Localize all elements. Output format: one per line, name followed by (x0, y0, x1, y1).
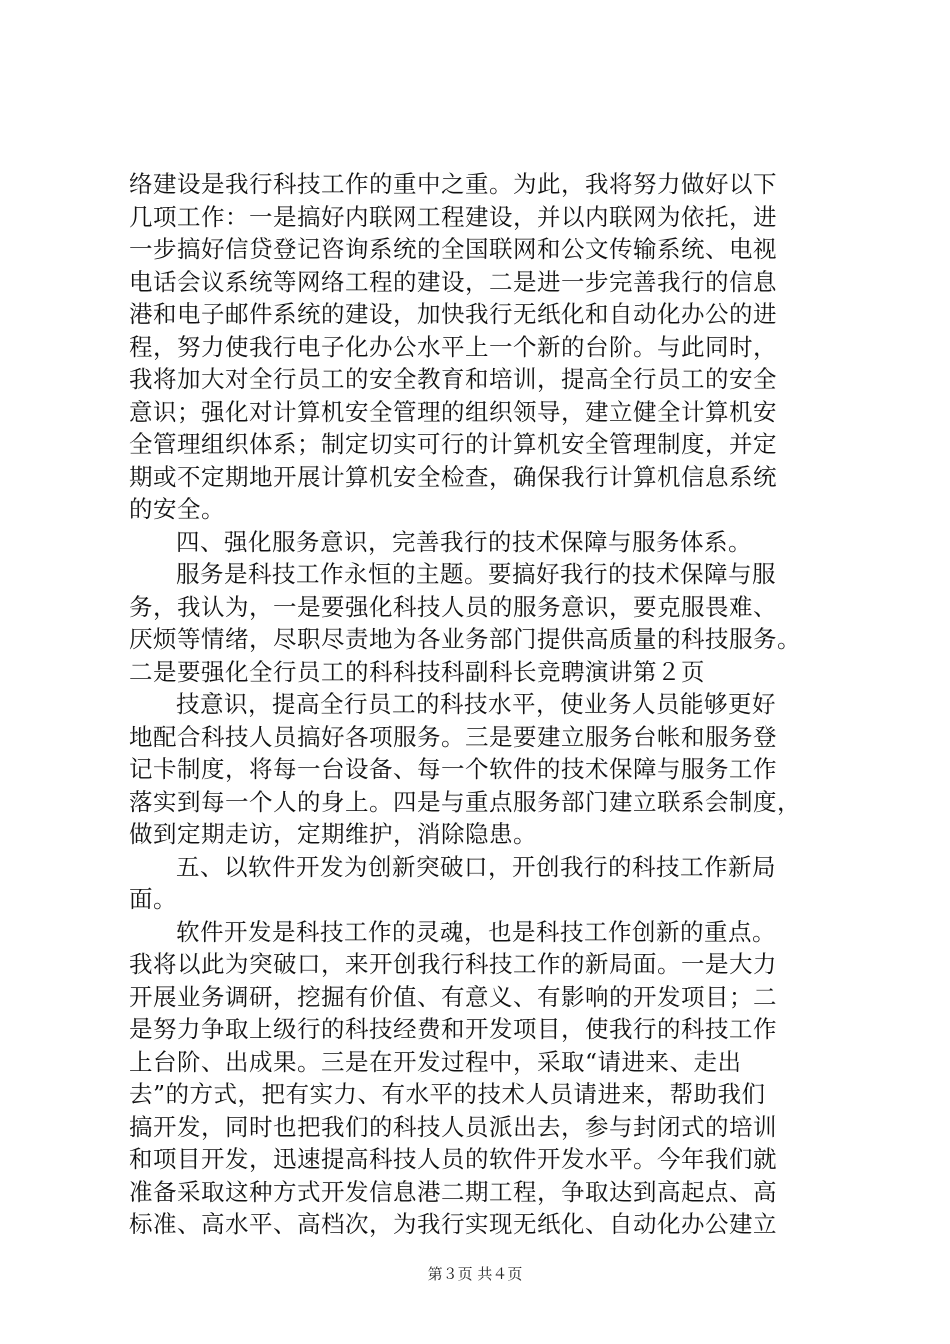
text-line: 搞开发，同时也把我们的科技人员派出去，参与封闭式的培训 (129, 1112, 777, 1141)
text-line: 标准、高水平、高档次，为我行实现无纸化、自动化办公建立 (129, 1210, 777, 1238)
text-line: 服务是科技工作永恒的主题。要搞好我行的技术保障与服 (176, 560, 776, 588)
text-line: 几项工作：一是搞好内联网工程建设，并以内联网为依托，进 (129, 202, 777, 231)
text-line: 是努力争取上级行的科技经费和开发项目，使我行的科技工作 (129, 1015, 777, 1043)
text-line: 电话会议系统等网络工程的建设，二是进一步完善我行的信息 (129, 267, 777, 296)
text-line: 地配合科技人员搞好各项服务。三是要建立服务台帐和服务登 (129, 722, 777, 751)
text-line: 一步搞好信贷登记咨询系统的全国联网和公文传输系统、电视 (129, 235, 777, 263)
text-line: 意识；强化对计算机安全管理的组织领导，建立健全计算机安 (129, 397, 777, 426)
text-line: 记卡制度，将每一台设备、每一个软件的技术保障与服务工作 (129, 755, 777, 783)
text-line: 软件开发是科技工作的灵魂，也是科技工作创新的重点。 (176, 917, 776, 946)
text-line: 络建设是我行科技工作的重中之重。为此，我将努力做好以下 (129, 170, 777, 198)
text-line: 全管理组织体系；制定切实可行的计算机安全管理制度，并定 (129, 430, 777, 458)
text-line: 二是要强化全行员工的科科技科副科长竞聘演讲第２页 (129, 657, 705, 686)
text-line: 做到定期走访，定期维护，消除隐患。 (129, 820, 537, 848)
text-line: 四、强化服务意识，完善我行的技术保障与服务体系。 (176, 527, 752, 556)
text-line: 的安全。 (129, 495, 225, 523)
text-line: 务，我认为，一是要强化科技人员的服务意识，要克服畏难、 (129, 592, 777, 621)
text-line: 期或不定期地开展计算机安全检查，确保我行计算机信息系统 (129, 462, 777, 491)
text-line: 厌烦等情绪，尽职尽责地为各业务部门提供高质量的科技服务。 (129, 625, 801, 653)
text-line: 程，努力使我行电子化办公水平上一个新的台阶。与此同时， (129, 332, 777, 361)
text-line: 准备采取这种方式开发信息港二期工程，争取达到高起点、高 (129, 1177, 777, 1206)
document-body (129, 168, 839, 1241)
text-line: 五、以软件开发为创新突破口，开创我行的科技工作新局 (176, 852, 776, 881)
text-line: 技意识，提高全行员工的科技水平，使业务人员能够更好 (176, 690, 776, 718)
text-line: 面。 (129, 885, 177, 913)
text-line: 去”的方式，把有实力、有水平的技术人员请进来，帮助我们 (129, 1080, 766, 1108)
text-line: 港和电子邮件系统的建设，加快我行无纸化和自动化办公的进 (129, 300, 777, 328)
text-line: 我将加大对全行员工的安全教育和培训，提高全行员工的安全 (129, 365, 777, 393)
text-line: 我将以此为突破口，来开创我行科技工作的新局面。一是大力 (129, 950, 777, 978)
text-line: 上台阶、出成果。三是在开发过程中，采取“请进来、走出 (129, 1047, 742, 1076)
text-line: 和项目开发，迅速提高科技人员的软件开发水平。今年我们就 (129, 1145, 777, 1173)
text-line: 开展业务调研，挖掘有价值、有意义、有影响的开发项目；二 (129, 982, 777, 1011)
text-line: 落实到每一个人的身上。四是与重点服务部门建立联系会制度， (129, 787, 801, 816)
page-footer: 第３页 共４页 (427, 1265, 523, 1283)
